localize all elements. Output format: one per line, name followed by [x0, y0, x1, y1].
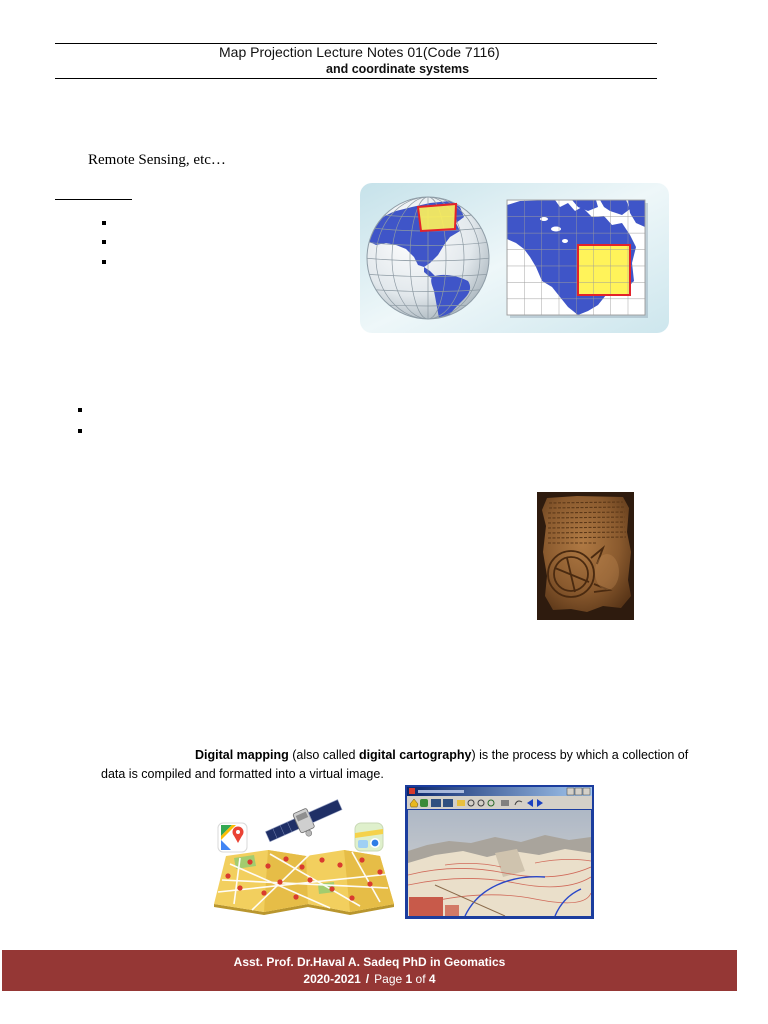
globe-grid-image — [360, 183, 669, 333]
3d-terrain-view — [408, 810, 591, 916]
header-title: Map Projection Lecture Notes 01(Code 7116) — [219, 44, 500, 60]
bullet-marker — [78, 408, 82, 412]
header-bottom-rule — [55, 78, 657, 79]
red-map-patch — [409, 897, 443, 916]
term-digital-cartography: digital cartography — [358, 748, 472, 762]
footer-page-info — [2, 972, 737, 986]
grid-map — [507, 200, 648, 318]
folder-icon — [457, 800, 465, 806]
window-controls — [567, 788, 590, 795]
tablet-highlight — [595, 554, 619, 590]
google-maps-icon — [218, 823, 247, 852]
footer-page-label: Page — [374, 972, 403, 986]
icon-location-dot — [372, 840, 379, 847]
view-icon — [443, 799, 453, 807]
clay-tablet-image — [537, 492, 634, 620]
map-app-figure — [210, 792, 396, 915]
footer-page-total: 4 — [428, 972, 436, 986]
footer-separator: / — [365, 972, 370, 986]
bullet-marker — [102, 221, 106, 225]
window-title-text-bar — [418, 790, 464, 793]
minimize-button — [567, 788, 574, 795]
clay-tablet-figure — [537, 492, 634, 620]
globe-grid-figure — [360, 183, 669, 333]
icon-water — [358, 840, 368, 848]
header-subtitle: and coordinate systems — [326, 62, 470, 76]
remote-sensing-text: Remote Sensing, etc… — [88, 152, 226, 168]
footer-page-current: 1 — [405, 972, 413, 986]
bullet-marker — [102, 240, 106, 244]
folded-map — [214, 850, 394, 915]
section-short-rule — [55, 199, 132, 200]
bullet-marker — [78, 429, 82, 433]
footer-author: Asst. Prof. Dr.Haval A. Sadeq PhD in Geomatics — [233, 955, 506, 969]
icon-pin-dot — [236, 830, 240, 834]
definition-text: ) is the process by which a collection of — [471, 748, 689, 762]
digital-mapping-line-1 — [195, 747, 688, 763]
aside-text: (also called — [288, 748, 359, 762]
close-button — [583, 788, 590, 795]
map-software-image — [405, 785, 594, 919]
map-grid-lines — [507, 200, 645, 315]
digital-mapping-line-2: data is compiled and formatted into a virtual image. — [101, 767, 384, 781]
bullet-marker — [102, 260, 106, 264]
page-footer — [2, 950, 737, 991]
bug-icon — [420, 799, 428, 807]
footer-of-label: of — [415, 972, 426, 986]
globe-highlight-box — [418, 204, 456, 231]
map-app-image — [210, 792, 396, 915]
red-map-patch — [445, 905, 459, 916]
window-app-icon — [409, 788, 415, 794]
term-digital-mapping: Digital mapping — [195, 748, 289, 762]
map-software-figure — [405, 785, 594, 919]
footer-year: 2020-2021 — [303, 972, 361, 986]
maximize-button — [575, 788, 582, 795]
layers-icon — [431, 799, 441, 807]
print-icon — [501, 800, 509, 806]
apple-maps-icon — [355, 823, 383, 851]
